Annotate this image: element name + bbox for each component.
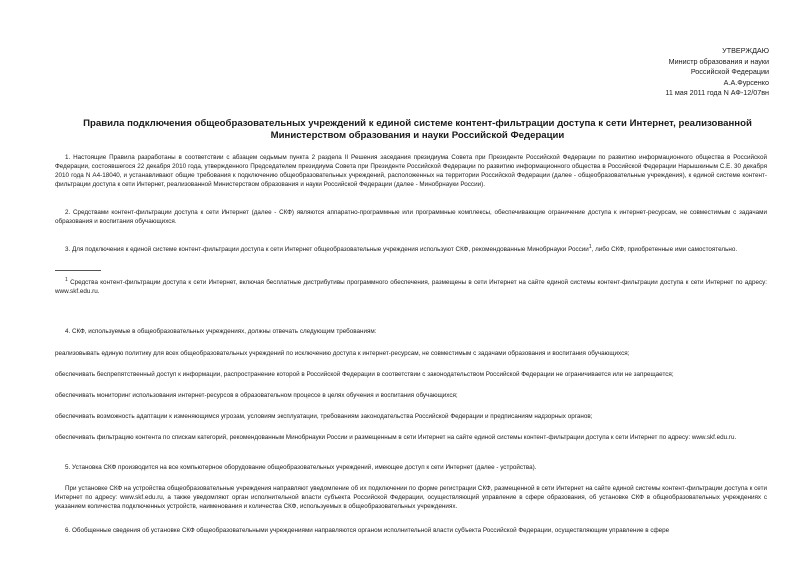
- footnote-divider: [55, 270, 101, 271]
- paragraph-4-item-3: обеспечивать мониторинг использования интернет-ресурсов в образовательном процессе в целях обучения и воспитания обучающихся;: [55, 392, 458, 399]
- paragraph-5: 5. Установка СКФ производится на все компьютерное оборудование общеобразовательных учреждений, имеющее доступ к сети Интернет (далее - устройства).: [65, 464, 537, 471]
- paragraph-3-text: 3. Для подключения к единой системе контент-фильтрации доступа к сети Интернет общеобразовательные учреждения используют СКФ, рекомендованные Минобрнауки России: [65, 246, 589, 254]
- footnote: [55, 276, 767, 296]
- paragraph-5-notice: При установке СКФ на устройства общеобразовательные учреждения направляют уведомление об их подключении по форме регистрации СКФ, размещенной в сети Интернет на сайте единой системы контент-фильтрации доступа к сети Интернет по адресу: www.skf.edu.ru, а также уведомляют орган исполнительной власти субъекта Российской Федерации, осуществляющий управление в сфере образования, об установке СКФ в общеобразовательных учреждениях с указанием количества подключенных устройств, наименования и количества СКФ, используемых в общеобразовательных учреждениях.: [55, 485, 767, 511]
- paragraph-3-tail: , либо СКФ, приобретенные ими самостоятельно.: [591, 246, 738, 254]
- approval-position: Министр образования и науки: [668, 56, 769, 66]
- paragraph-2: 2. Средствами контент-фильтрации доступа к сети Интернет (далее - СКФ) являются аппаратно-программные или программные комплексы, обеспечивающие ограничение доступа к интернет-ресурсам, не совместимым с задачами образования и воспитания обучающихся.: [55, 209, 767, 226]
- paragraph-4: 4. СКФ, используемые в общеобразовательных учреждениях, должны отвечать следующим требованиям:: [65, 328, 377, 335]
- paragraph-4-item-5: обеспечивать фильтрацию контента по спискам категорий, рекомендованным Минобрнауки России и размещенным в сети Интернет на сайте единой системы контент-фильтрации доступа к сети Интернет по адресу: www.skf.edu.ru.: [55, 434, 737, 441]
- paragraph-3: [55, 242, 767, 255]
- paragraph-6: 6. Обобщенные сведения об установке СКФ общеобразовательными учреждениями направляются органом исполнительной власти субъекта Российской Федерации, осуществляющим управление в сфере: [65, 527, 670, 534]
- approval-country: Российской Федерации: [690, 67, 769, 77]
- approval-heading: УТВЕРЖДАЮ: [722, 46, 769, 55]
- paragraph-1: 1. Настоящие Правила разработаны в соответствии с абзацем седьмым пункта 2 раздела II Решения заседания президиума Совета при Президенте Российской Федерации по развитию информационного общества в Российской Федерации, состоявшегося 22 декабря 2010 года, утвержденного Председателем президиума Совета при Президенте Российской Федерации по развитию информационного общества в Российской Федерации Нарышкиным С.Е. 30 декабря 2010 года N А4-18040, и устанавливают общие требования к подключению общеобразовательных учреждений, расположенных на территории Российской Федерации (далее - общеобразовательные учреждения), к единой системе контент-фильтрации доступа к сети Интернет, реализованной Министерством образования и науки Российской Федерации (далее - Минобрнауки России).: [55, 154, 767, 189]
- paragraph-4-item-4: обеспечивать возможность адаптации к изменяющимся угрозам, условиям эксплуатации, требованиям законодательства Российской Федерации и предписаниям надзорных органов;: [55, 413, 593, 420]
- paragraph-4-item-1: реализовывать единую политику для всех общеобразовательных учреждений по исключению доступа к интернет-ресурсам, не совместимым с задачами образования и воспитания обучающихся;: [55, 350, 630, 357]
- approval-block: [665, 46, 769, 99]
- approval-date: 11 мая 2011 года N АФ-12/07вн: [665, 88, 769, 98]
- paragraph-4-item-2: обеспечивать беспрепятственный доступ к информации, распространение которой в Российской Федерации в соответствии с законодательством Российской Федерации не ограничивается или не запрещается;: [55, 371, 674, 378]
- footnote-text: Средства контент-фильтрации доступа к сети Интернет, включая бесплатные дистрибутивы программного обеспечения, размещены в сети Интернет на сайте единой системы контент-фильтрации доступа к сети Интернет по адресу: www.skf.edu.ru.: [55, 279, 768, 296]
- footnote-reference: 1: [588, 244, 592, 250]
- document-title: Правила подключения общеобразовательных учреждений к единой системе контент-фильтрации доступа к сети Интернет, реализованной Министерством образования и науки Российской Федерации: [83, 118, 752, 142]
- footnote-mark: 1: [65, 277, 68, 283]
- approval-signatory: А.А.Фурсенко: [723, 77, 769, 87]
